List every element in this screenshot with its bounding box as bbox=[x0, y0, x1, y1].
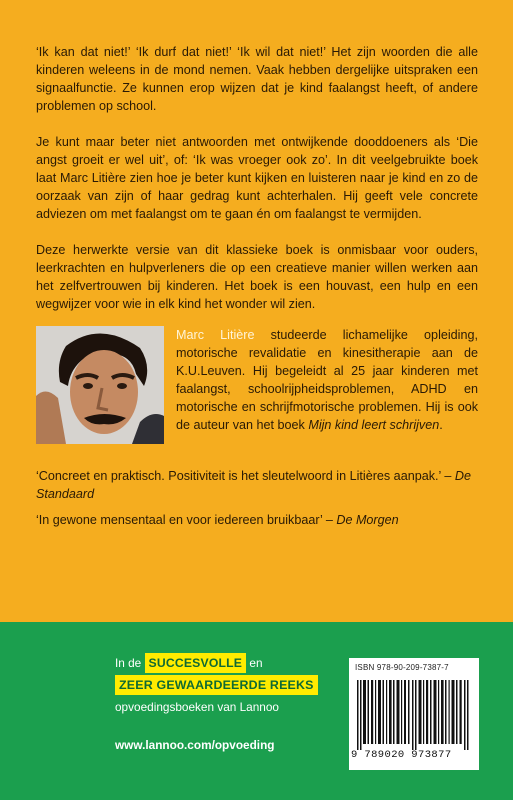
press-quote-2 bbox=[36, 511, 478, 529]
series-line-1-pre: In de bbox=[115, 656, 145, 670]
blurb-paragraph-2: Je kunt maar beter niet antwoorden met ontwijkende dooddoeners als ‘Die angst groeit er wel uit’, of: ‘Ik was vroeger ook zo’. In dit veelgebruikte boek laat Marc Litière zien hoe je beter kunt kijken en luisteren naar je kind en zo de oorzaak van zijn of haar gedrag kunt achterhalen. Hij geeft vele concrete adviezen om met faalangst om te gaan én om faalangst te vermijden. bbox=[36, 135, 478, 221]
author-name: Marc Litière bbox=[176, 328, 255, 342]
isbn-label: ISBN 978-90-209-7387-7 bbox=[355, 663, 449, 672]
press-quote-1-text: ‘Concreet en praktisch. Positiviteit is het sleutelwoord in Litières aanpak.’ – bbox=[36, 469, 455, 483]
series-banner bbox=[115, 652, 345, 718]
series-highlight-1: SUCCESVOLLE bbox=[145, 653, 247, 673]
press-quote-2-text: ‘In gewone mensentaal en voor iedereen bruikbaar’ – bbox=[36, 513, 337, 527]
author-bio-end: . bbox=[439, 418, 443, 432]
publisher-website[interactable]: www.lannoo.com/opvoeding bbox=[115, 738, 275, 752]
series-line-1-post: en bbox=[246, 656, 263, 670]
author-bio-text: studeerde lichamelijke opleiding, motorische revalidatie en kinesitherapie aan de K.U.Leuven. Hij begeleidt al 25 jaar kinderen met faalangst, schoolrijpheidsproblemen, ADHD en motorische en schrijfmotorische problemen. Hij is ook de auteur van het boek bbox=[176, 328, 478, 432]
press-quote-1 bbox=[36, 467, 478, 503]
author-photo bbox=[36, 326, 164, 444]
author-bio bbox=[176, 326, 478, 434]
author-portrait-icon bbox=[36, 326, 164, 444]
barcode-digits: 9 789020 973877 bbox=[351, 749, 452, 761]
author-book-title: Mijn kind leert schrijven bbox=[308, 418, 440, 432]
blurb-paragraph-1: ‘Ik kan dat niet!’ ‘Ik durf dat niet!’ ‘Ik wil dat niet!’ Het zijn woorden die alle kinderen weleens in de mond nemen. Vaak hebben dergelijke uitspraken een signaalfunctie. Ze kunnen erop wijzen dat je kind faalangst heeft, of andere problemen op school. bbox=[36, 45, 478, 113]
author-block bbox=[36, 326, 478, 458]
series-highlight-2: ZEER GEWAARDEERDE REEKS bbox=[115, 675, 318, 695]
press-quote-2-source: De Morgen bbox=[336, 513, 399, 527]
series-line-1 bbox=[115, 652, 345, 674]
press-quote-1-source: De Standaard bbox=[36, 469, 471, 501]
barcode-icon bbox=[357, 680, 471, 750]
series-line-2 bbox=[115, 674, 345, 696]
series-line-3: opvoedingsboeken van Lannoo bbox=[115, 700, 279, 714]
barcode-box bbox=[349, 658, 479, 770]
blurb-paragraph-3: Deze herwerkte versie van dit klassieke boek is onmisbaar voor ouders, leerkrachten en hulpverleners die op een creatieve manier willen werken aan het zelfvertrouwen bij kinderen. Het boek is een houvast, een hulp en een wegwijzer voor wie in elk kind het wonder wil zien. bbox=[36, 243, 478, 311]
